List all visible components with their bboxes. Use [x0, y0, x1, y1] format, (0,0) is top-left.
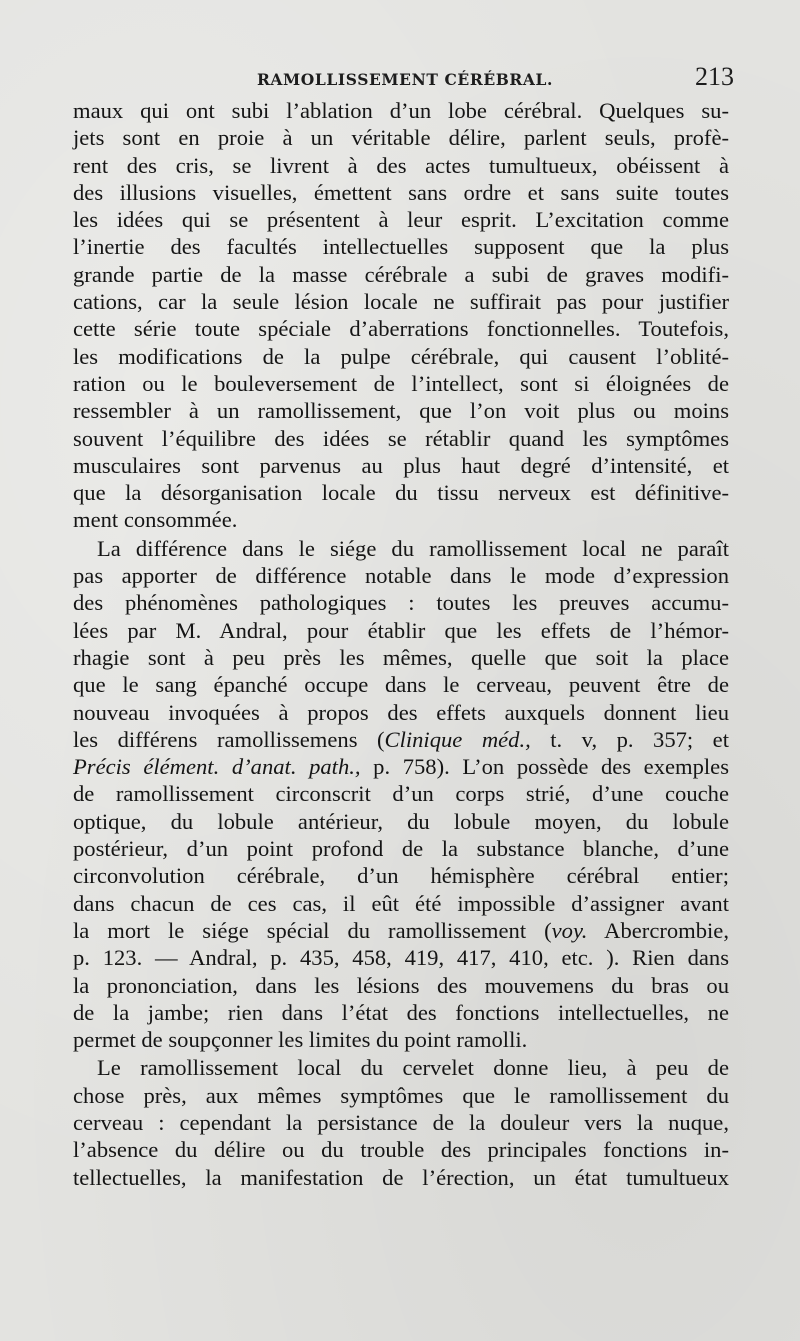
text-line: de la jambe; rien dans l’état des fonctions intellectuelles, ne — [73, 999, 729, 1025]
text-line: jets sont en proie à un véritable délire, parlent seuls, profè- — [73, 125, 729, 151]
text-line: ration ou le bouleversement de l’intellect, sont si éloignées de — [73, 370, 729, 396]
text-line: rhagie sont à peu près les mêmes, quelle que soit la place — [73, 644, 729, 670]
italic-citation: voy. — [551, 917, 588, 943]
text-line: cerveau : cependant la persistance de la douleur vers la nuque, — [73, 1109, 729, 1135]
text-line-reference — [73, 726, 729, 753]
text-line: rent des cris, se livrent à des actes tumultueux, obéissent à — [73, 152, 729, 178]
italic-citation: Clinique méd., — [384, 726, 531, 752]
running-head — [70, 62, 740, 96]
text-line: cette série toute spéciale d’aberrations fonctionnelles. Toutefois, — [73, 316, 729, 342]
text-line: l’inertie des facultés intellectuelles supposent que la plus — [73, 234, 729, 260]
italic-citation: Précis élément. d’anat. path., — [73, 754, 361, 780]
text-line: de ramollissement circonscrit d’un corps strié, d’une couche — [73, 781, 729, 807]
text-run: Abercrombie, — [587, 917, 729, 943]
text-run: la mort le siége spécial du ramollissement ( — [73, 917, 552, 943]
text-line: optique, du lobule antérieur, du lobule moyen, du lobule — [73, 808, 729, 834]
text-line: postérieur, d’un point profond de la substance blanche, d’une — [73, 836, 729, 862]
page-number: 213 — [695, 62, 734, 91]
text-line: ment consommée. — [73, 507, 238, 533]
text-run: p. 758). L’on possède des exemples — [360, 754, 730, 780]
text-line: les modifications de la pulpe cérébrale, qui causent l’oblité- — [73, 343, 729, 369]
text-line: circonvolution cérébrale, d’un hémisphère cérébral entier; — [73, 863, 729, 889]
text-line: musculaires sont parvenus au plus haut degré d’intensité, et — [73, 452, 729, 478]
paragraph-3 — [73, 1054, 729, 1190]
text-line-reference — [73, 753, 729, 780]
text-line: que la désorganisation locale du tissu nerveux est définitive- — [73, 480, 729, 506]
text-line: p. 123. — Andral, p. 435, 458, 419, 417, 410, etc. ). Rien dans — [73, 945, 729, 971]
text-line: permet de soupçonner les limites du point ramolli. — [73, 1027, 528, 1053]
text-line: des phénomènes pathologiques : toutes les preuves accumu- — [73, 590, 729, 616]
text-line: lées par M. Andral, pour établir que les effets de l’hémor- — [73, 617, 729, 643]
text-line: que le sang épanché occupe dans le cerveau, peuvent être de — [73, 672, 729, 698]
text-line: maux qui ont subi l’ablation d’un lobe cérébral. Quelques su- — [73, 98, 729, 123]
text-line-reference — [73, 917, 729, 944]
text-line: nouveau invoquées à propos des effets auxquels donnent lieu — [73, 699, 729, 725]
body-text — [73, 97, 729, 1191]
text-line: grande partie de la masse cérébrale a subi de graves modifi- — [73, 261, 729, 287]
text-line: la prononciation, dans les lésions des mouvemens du bras ou — [73, 972, 729, 998]
text-line: l’absence du délire ou du trouble des principales fonctions in- — [73, 1137, 729, 1163]
text-line: dans chacun de ces cas, il eût été impossible d’assigner avant — [73, 890, 729, 916]
paragraph-2 — [73, 535, 729, 1054]
text-line: des illusions visuelles, émettent sans ordre et sans suite toutes — [73, 179, 729, 205]
text-line: Le ramollissement local du cervelet donne lieu, à peu de — [97, 1055, 729, 1081]
text-line: les idées qui se présentent à leur esprit. L’excitation comme — [73, 207, 729, 233]
text-line: La différence dans le siége du ramollissement local ne paraît — [97, 535, 729, 561]
text-run: les différens ramollissemens ( — [73, 726, 385, 752]
text-line: tellectuelles, la manifestation de l’érection, un état tumultueux — [73, 1164, 729, 1190]
running-title: RAMOLLISSEMENT CÉRÉBRAL. — [256, 70, 554, 89]
text-line: pas apporter de différence notable dans le mode d’expression — [73, 563, 729, 589]
paragraph-1 — [73, 97, 729, 534]
text-line: chose près, aux mêmes symptômes que le ramollissement du — [73, 1082, 729, 1108]
text-line: souvent l’équilibre des idées se rétablir quand les symptômes — [73, 425, 729, 451]
text-line: cations, car la seule lésion locale ne suffirait pas pour justifier — [73, 289, 729, 315]
text-line: ressembler à un ramollissement, que l’on voit plus ou moins — [73, 398, 729, 424]
text-run: t. v, p. 357; et — [530, 726, 729, 752]
